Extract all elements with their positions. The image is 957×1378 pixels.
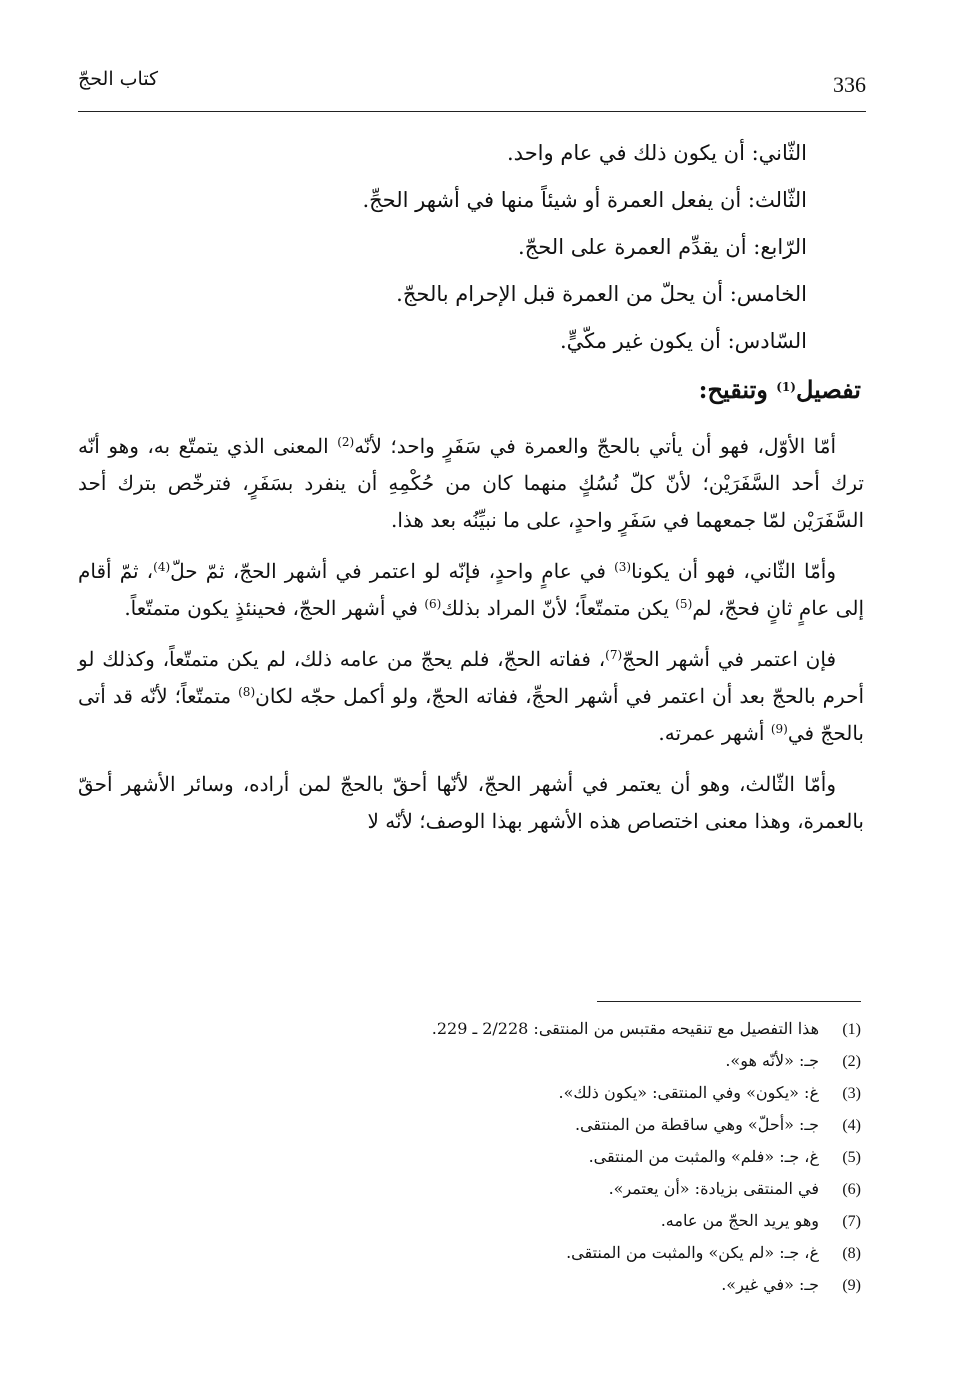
footnote [91,1269,861,1301]
footnote-number: (4) [842,1117,861,1134]
footnote-text: جـ: «أحلّ» وهي ساقطة من المنتقى. [574,1115,819,1134]
footnote [91,1141,861,1173]
footnote-text: جـ: «في غير». [721,1275,819,1294]
section-heading [699,370,861,410]
text-run: وأمّا الثّاني، فهو أن يكونا [631,559,836,583]
footnote-mark: (9) [770,721,788,736]
footnote-rule [597,1001,861,1002]
footnote-number: (7) [842,1213,861,1230]
condition-item: السّادس: أن يكون غير مكّيٍّ. [559,329,807,353]
paragraph [78,641,864,752]
paragraph [78,553,864,627]
footnote-mark: (6) [424,596,442,611]
footnote-number: (6) [842,1181,861,1198]
footnotes-list [91,1013,861,1301]
footnote-number: (9) [842,1277,861,1294]
page-number: 336 [833,72,866,97]
paragraph [78,428,864,539]
header-rule [78,111,866,112]
footnote-text: غ، جـ: «فلم» والمثبت من المنتقى. [588,1147,819,1166]
footnote-number: (5) [842,1149,861,1166]
footnote [91,1077,861,1109]
text-run: المعنى الذي يتمتّع به، وهو أنّه ترك أحد السَّفَرَيْن؛ لأنّ كلّ نُسُكٍ منهما كان من حُكْمِهِ أن ينفرد بسَفَرٍ، فترخّص بترك أحد السَّفَرَيْن لمّا جمعهما في سَفَرٍ واحدٍ، على ما نبيِّنُه بعد هذا. [78,434,864,532]
main-text [78,428,864,854]
footnote-mark: (8) [238,684,256,699]
footnote-text: جـ: «لأنّه هو». [725,1051,819,1070]
footnote [91,1013,861,1045]
footnote-mark: (1) [776,379,796,394]
page-header [78,62,866,108]
footnote-number: (8) [842,1245,861,1262]
footnote-mark: (5) [675,596,693,611]
footnote-mark: (4) [153,559,171,574]
paragraph [78,766,864,840]
footnote [91,1205,861,1237]
footnote-text: هذا التفصيل مع تنقيحه مقتبس من المنتقى: 2/228 ـ 229. [431,1019,819,1038]
footnote [91,1237,861,1269]
text-run: أمّا الأوّل، فهو أن يأتي بالحجّ والعمرة في سَفَرٍ واحد؛ لأنّه [354,434,836,458]
footnote-mark: (7) [605,647,623,662]
text-run: متمتّعاً؛ لأنّه قد أتى بالحجّ في [78,684,864,745]
heading-text: تفصيل [795,375,861,404]
text-run: ، ففاته الحجّ، فلم يحجّ من عامه ذلك، لم يكن متمتّعاً، وكذلك لو أحرم بالحجّ بعد أن اعتمر في أشهر الحجِّ، ففاته الحجّ، ولو أكمل حجّه لكان [78,647,864,708]
text-run: ، ثمّ أقام إلى عامٍ ثانٍ فحجّ، لم [78,559,864,620]
running-head: كتاب الحجّ [78,68,159,90]
condition-item: الخامس: أن يحلّ من العمرة قبل الإحرام بالحجّ. [396,282,807,306]
text-run: أشهر عمرته. [658,721,765,745]
condition-item: الرّابع: أن يقدِّم العمرة على الحجّ. [518,235,807,259]
footnote [91,1109,861,1141]
footnote-text: وهو يريد الحجّ من عامه. [660,1211,819,1230]
footnote-number: (3) [842,1085,861,1102]
conditions-list [127,130,807,365]
footnote-number: (2) [842,1053,861,1070]
footnote-text: غ: «يكون» وفي المنتقى: «يكون ذلك». [558,1083,819,1102]
heading-text: وتنقيح: [698,375,768,404]
footnote-text: غ، جـ: «لم يكن» والمثبت من المنتقى. [566,1243,819,1262]
footnote-mark: (3) [614,559,632,574]
text-run: في عامٍ واحدٍ، فإنّه لو اعتمر في أشهر الحجّ، ثمّ حلّ [170,559,606,583]
text-run: في أشهر الحجّ، فحينئذٍ يكون متمتّعاً. [124,596,418,620]
condition-item: الثّالث: أن يفعل العمرة أو شيئاً منها في أشهر الحجِّ. [362,188,807,212]
condition-item: الثّاني: أن يكون ذلك في عام واحد. [507,141,807,165]
footnote [91,1045,861,1077]
text-run: فإن اعتمر في أشهر الحجّ [622,647,837,671]
footnote-number: (1) [842,1021,861,1038]
footnote-mark: (2) [337,434,355,449]
text-run: يكن متمتّعاً؛ لأنّ المراد بذلك [441,596,669,620]
footnote [91,1173,861,1205]
text-run: وأمّا الثّالث، وهو أن يعتمر في أشهر الحجّ، لأنّها أحقّ بالحجّ لمن أراده، وسائر الأشهر أحقّ بالعمرة، وهذا معنى اختصاص هذه الأشهر بهذا الوصف؛ لأنّه لا [78,772,864,833]
footnote-text: في المنتقى بزيادة: «أن يعتمر». [608,1179,819,1198]
